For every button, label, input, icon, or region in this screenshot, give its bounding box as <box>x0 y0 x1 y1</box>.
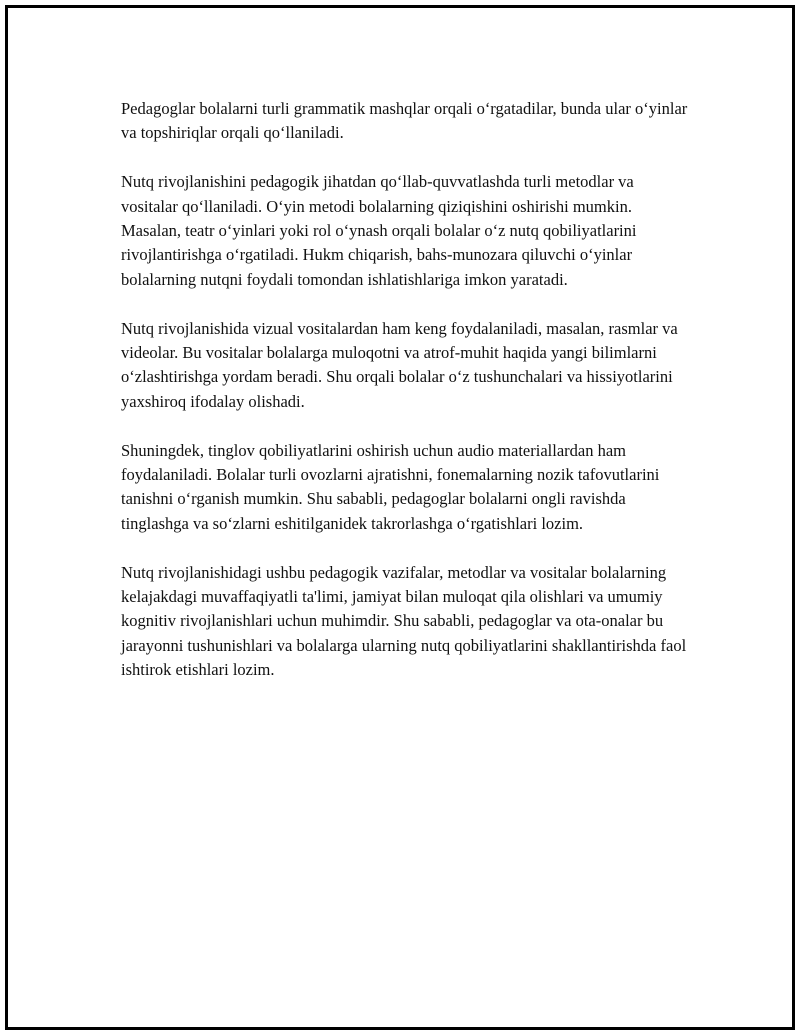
paragraph-5: Nutq rivojlanishidagi ushbu pedagogik vazifalar, metodlar va vositalar bolalarning kelajakdagi muvaffaqiyatli ta'limi, jamiyat bilan muloqat qila olishlari va umumiy kognitiv rivojlanishlari uchun muhimdir. Shu sababli, pedagoglar va ota-onalar bu jarayonni tushunishlari va bolalarga ularning nutq qobiliyatlarini shakllantirishda faol ishtirok etishlari lozim. <box>121 562 687 680</box>
document-body <box>121 97 691 707</box>
paragraph-3: Nutq rivojlanishida vizual vositalardan ham keng foydalaniladi, masalan, rasmlar va videolar. Bu vositalar bolalarga muloqotni va atrof-muhit haqida yangi bilimlarni o‘zlashtirishga yordam beradi. Shu orqali bolalar o‘z tushunchalari va hissiyotlarini yaxshiroq ifodalay olishadi. <box>121 318 678 411</box>
document-page <box>5 5 795 1030</box>
paragraph-2: Nutq rivojlanishini pedagogik jihatdan qo‘llab-quvvatlashda turli metodlar va vositalar qo‘llaniladi. O‘yin metodi bolalarning qiziqishini oshirishi mumkin. Masalan, teatr o‘yinlari yoki rol o‘ynash orqali bolalar o‘z nutq qobiliyatlarini rivojlantirishga o‘rgatiladi. Hukm chiqarish, bahs-munozara qiluvchi o‘yinlar bolalarning nutqni foydali tomondan ishlatishlariga imkon yaratadi. <box>121 172 637 289</box>
paragraph-4: Shuningdek, tinglov qobiliyatlarini oshirish uchun audio materiallardan ham foydalaniladi. Bolalar turli ovozlarni ajratishni, fonemalarning nozik tafovutlarini tanishni o‘rganish mumkin. Shu sababli, pedagoglar bolalarni ongli ravishda tinglashga va so‘zlarni eshitilganidek takrorlashga o‘rgatishlari lozim. <box>121 440 660 533</box>
paragraph-1: Pedagoglar bolalarni turli grammatik mashqlar orqali o‘rgatadilar, bunda ular o‘yinlar va topshiriqlar orqali qo‘llaniladi. <box>121 99 688 143</box>
